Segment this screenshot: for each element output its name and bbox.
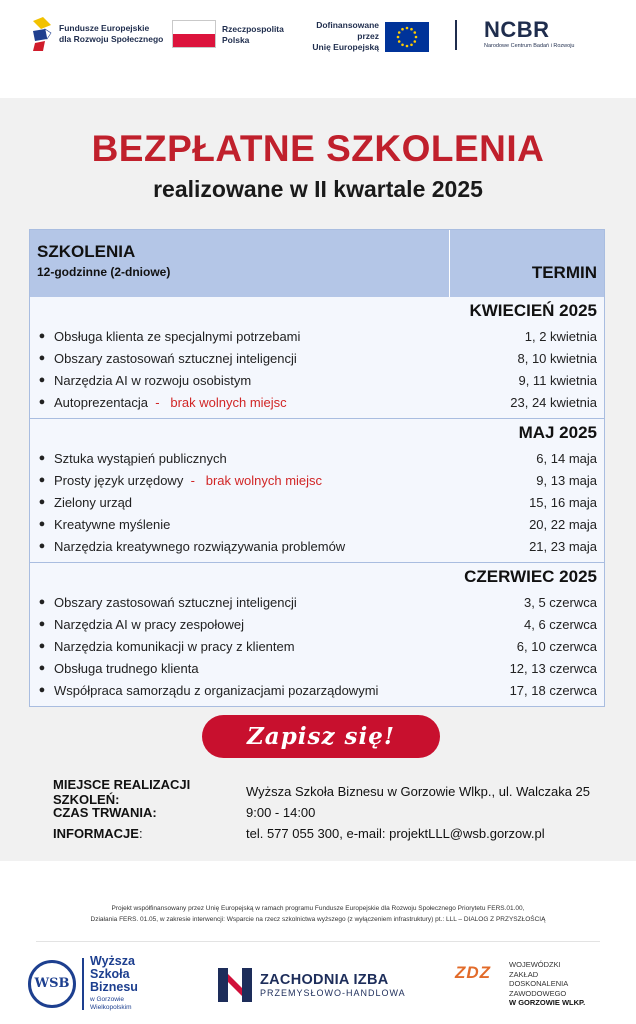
training-table [29,229,605,707]
month-section [30,418,604,562]
training-row [30,679,604,701]
training-date: 20, 22 maja [529,516,597,532]
training-name-wrap [54,495,454,510]
training-name: Narzędzia kreatywnego rozwiązywania problemów [54,538,346,554]
training-row [30,613,604,635]
fundusze-europejskie-logo [31,15,174,53]
training-date: 4, 6 czerwca [524,616,597,632]
training-name-wrap [54,473,454,488]
training-name: Współpraca samorządu z organizacjami pozarządowymi [54,682,379,698]
time-value: 9:00 - 14:00 [246,805,316,820]
footer-line2: Działania FERS. 01.05, w zakresie interwencji: Wsparcie na rzecz szkolnictwa wyższego (z wyłączeniem infrastruktury) pt.: LLL – DIALOG Z PRZYSZŁOŚCIĄ [90,916,546,923]
zdz-mark: ZDZ [455,963,492,982]
month-heading: MAJ 2025 [518,423,597,442]
contact-label: INFORMACJE [53,826,139,841]
page-title: BEZPŁATNE SZKOLENIA [91,128,545,169]
zachodnia-izba-logo [218,968,406,1002]
bullet-icon: ● [38,540,46,552]
time-label: CZAS TRWANIA: [53,805,157,820]
training-date: 23, 24 kwietnia [510,394,597,410]
bullet-icon: ● [38,374,46,386]
rp-line1: Rzeczpospolita [222,24,284,34]
polish-flag-icon [172,20,216,48]
training-name-wrap [54,517,454,532]
top-logo-bar [0,0,636,98]
info-contact-row [53,823,590,844]
training-row [30,591,604,613]
zdz-line5: W GORZOWIE WLKP. [509,998,586,1007]
table-header [30,230,604,297]
training-name: Obszary zastosowań sztucznej inteligencji [54,594,297,610]
place-label: MIEJSCE REALIZACJI SZKOLEŃ: [53,776,191,807]
training-name-wrap [54,395,454,410]
training-row [30,347,604,369]
bullet-icon: ● [38,352,46,364]
wsb-line3: Biznesu [90,980,138,994]
main-panel [0,98,636,861]
training-name-wrap [54,373,454,388]
bullet-icon: ● [38,330,46,342]
contact-colon: : [138,826,143,841]
training-row [30,535,604,557]
bullet-icon: ● [38,452,46,464]
bullet-icon: ● [38,684,46,696]
info-time-row [53,802,590,823]
info-block [53,776,591,844]
training-name: Obsługa trudnego klienta [54,660,199,676]
training-row [30,513,604,535]
bullet-icon: ● [38,596,46,608]
month-section [30,297,604,418]
rp-line2: Polska [222,35,250,45]
training-name: Narzędzia AI w rozwoju osobistym [54,372,252,388]
training-date: 6, 10 czerwca [516,638,597,654]
training-name-wrap [54,539,454,554]
footer-note [0,903,636,925]
training-name-wrap [54,351,454,366]
wsb-line2: Szkoła [90,967,130,981]
training-row [30,447,604,469]
bullet-icon: ● [38,518,46,530]
footer-divider [36,941,600,942]
training-row [30,391,604,413]
training-name-wrap [54,595,454,610]
bullet-icon: ● [38,662,46,674]
training-date: 9, 11 kwietnia [518,372,597,388]
training-name: Kreatywne myślenie [54,516,171,532]
fe-line1: Fundusze Europejskie [59,23,150,33]
bullet-icon: ● [38,396,46,408]
training-name-wrap [54,329,454,344]
wsb-city1: w Gorzowie [90,996,124,1003]
rzeczpospolita-logo [172,20,284,48]
training-date: 9, 13 maja [536,472,597,488]
col-trainings-subtitle: 12-godzinne (2-dniowe) [37,265,171,279]
zdz-line4: ZAWODOWEGO [509,988,567,998]
no-seats-note: - brak wolnych miejsc [155,394,287,410]
training-name-wrap [54,661,454,676]
training-row [30,325,604,347]
training-name: Narzędzia komunikacji w pracy z klientem [54,638,295,654]
zi-top: ZACHODNIA IZBA [260,972,389,988]
zi-bottom: PRZEMYSŁOWO-HANDLOWA [260,988,406,998]
zdz-line3: DOSKONALENIA [509,979,569,988]
training-row [30,657,604,679]
contact-value[interactable]: tel. 577 055 300, e-mail: projektLLL@wsb.gorzow.pl [246,826,545,841]
wsb-logo [28,955,150,1012]
contact-label-wrap [53,826,246,841]
bullet-icon: ● [38,496,46,508]
training-date: 17, 18 czerwca [509,682,597,698]
ue-line1: Dofinansowane przez [316,20,379,41]
col-term-title: TERMIN [531,263,597,282]
bullet-icon: ● [38,618,46,630]
no-seats-note: - brak wolnych miejsc [190,472,323,488]
logo-separator [455,20,457,50]
month-sections [30,297,604,706]
ncbr-name: NCBR [484,17,550,42]
training-row [30,491,604,513]
zdz-line2: ZAKŁAD [509,969,539,979]
training-name: Narzędzia AI w pracy zespołowej [54,616,245,632]
zdz-line1: WOJEWÓDZKI [509,960,561,969]
training-name: Zielony urząd [54,494,133,510]
bullet-icon: ● [38,640,46,652]
eu-logo [294,20,429,53]
training-name-wrap [54,451,454,466]
wsb-divider [82,958,84,1010]
wsb-globe-icon: WSB [28,960,76,1008]
training-date: 1, 2 kwietnia [524,328,597,344]
ncbr-subtitle: Narodowe Centrum Badań i Rozwoju [484,43,575,49]
page-subtitle: realizowane w II kwartale 2025 [153,176,483,202]
training-date: 3, 5 czerwca [524,594,597,610]
training-row [30,369,604,391]
training-name: Sztuka wystąpień publicznych [54,450,227,466]
training-name: Obsługa klienta ze specjalnymi potrzebami [54,328,301,344]
month-section [30,562,604,706]
zi-mark-icon [218,968,252,1002]
fe-star-icon [31,15,53,53]
footer-line1: Projekt współfinansowany przez Unię Europejską w ramach programu Fundusze Europejskie dla Rozwoju Społecznego Priorytetu FERS.01.00, [111,905,525,912]
month-heading: KWIECIEŃ 2025 [469,301,597,320]
wsb-city2: Wielkopolskim [90,1004,132,1011]
training-date: 21, 23 maja [529,538,597,554]
training-name-wrap [54,683,454,698]
wsb-line1: Wyższa [90,954,135,968]
training-name: Obszary zastosowań sztucznej inteligencji [54,350,297,366]
training-name-wrap [54,617,454,632]
training-row [30,469,604,491]
ue-line2: Unię Europejską [312,42,379,52]
training-date: 8, 10 kwietnia [517,350,597,366]
training-date: 15, 16 maja [529,494,597,510]
place-value: Wyższa Szkoła Biznesu w Gorzowie Wlkp., ul. Walczaka 25 [246,784,591,799]
training-date: 6, 14 maja [536,450,597,466]
month-heading: CZERWIEC 2025 [464,567,597,586]
training-name-wrap [54,639,454,654]
training-name: Autoprezentacja [54,394,148,410]
training-name: Prosty język urzędowy [54,472,184,488]
zdz-logo [455,960,585,1008]
ncbr-logo [484,18,575,49]
signup-button[interactable]: Zapisz się! [202,715,440,758]
fe-line2: dla Rozwoju Społecznego [59,34,164,44]
info-place-row [53,776,591,807]
training-date: 12, 13 czerwca [509,660,597,676]
bullet-icon: ● [38,474,46,486]
training-row [30,635,604,657]
eu-flag-icon [385,22,429,52]
col-trainings-title: SZKOLENIA [37,242,136,261]
